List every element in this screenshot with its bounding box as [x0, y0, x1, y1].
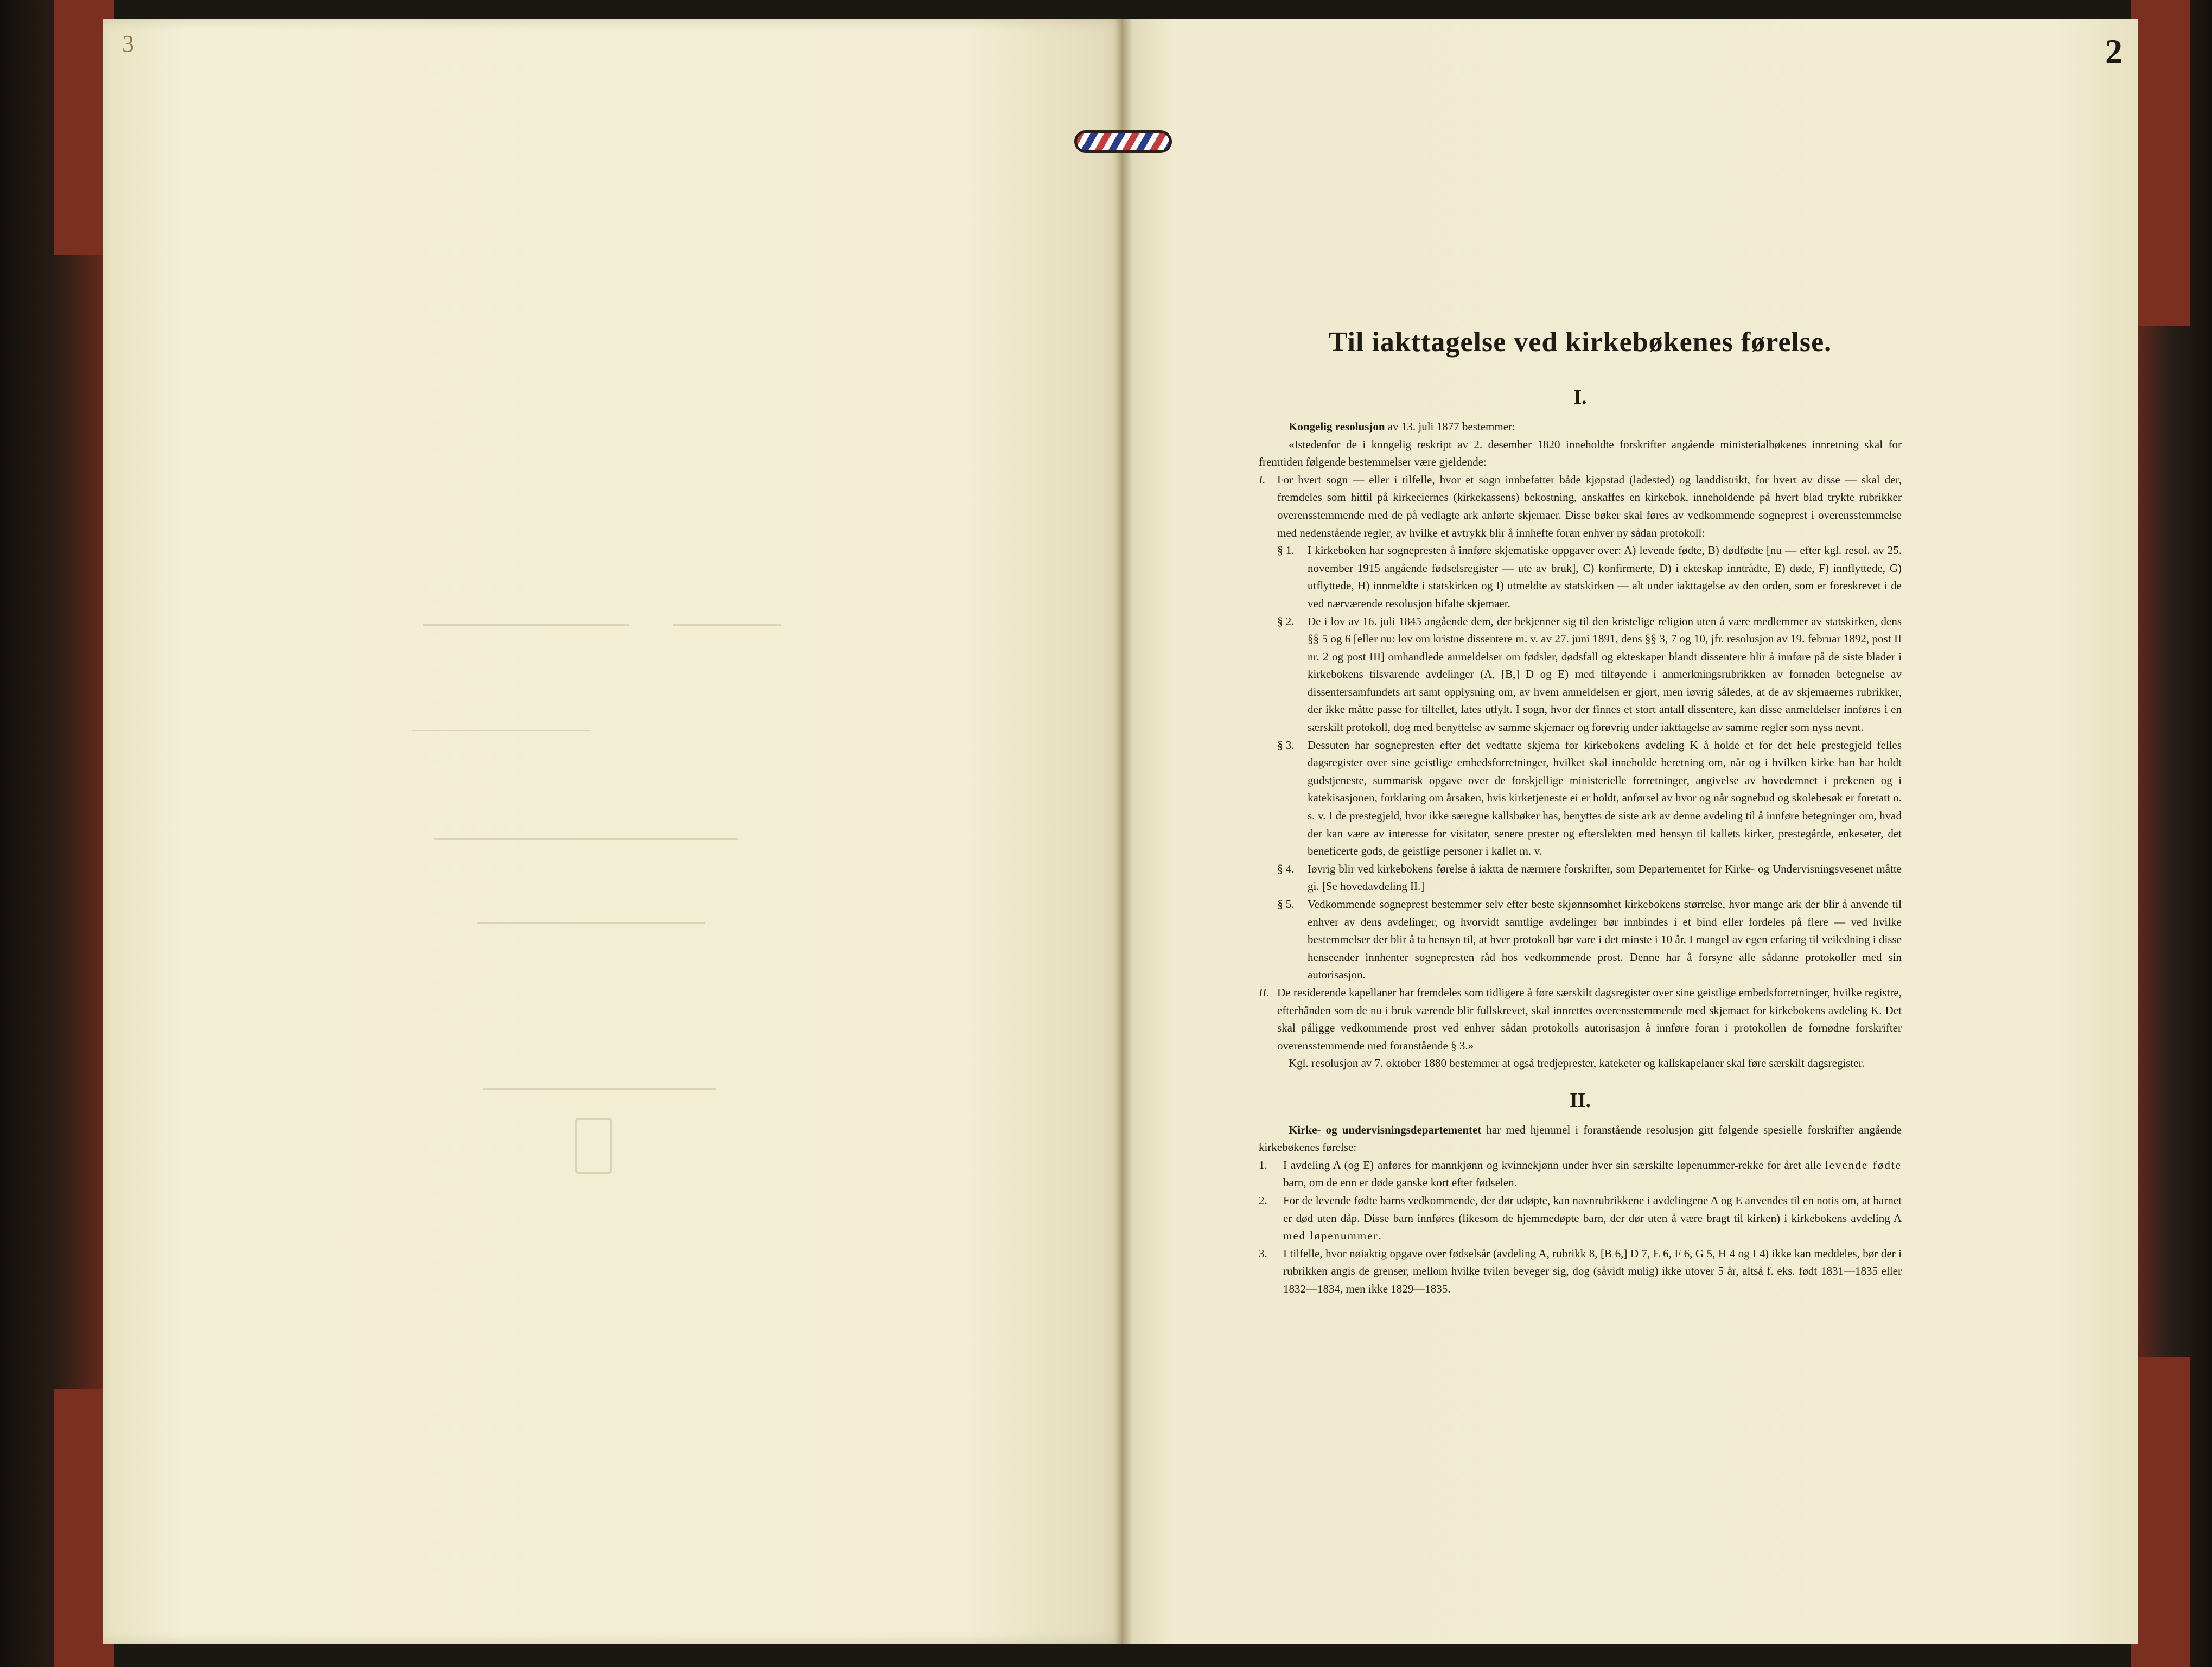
- bleed-through-line: [673, 624, 781, 626]
- intro-bold: Kirke- og undervisningsdepartementet: [1289, 1123, 1482, 1136]
- paragraph-text: Iøvrig blir ved kirkebokens førelse å iaktta de nærmere forskrifter, som Departementet for Kirke- og Undervisningsvesenet måtte gi. [Se hovedavdeling II.]: [1308, 862, 1902, 893]
- binding-thread: [1074, 130, 1172, 153]
- bleed-through-line: [477, 922, 705, 924]
- bleed-through-line: [483, 1088, 716, 1090]
- paragraph-number: § 1.: [1277, 544, 1295, 557]
- paragraph-item: [1277, 895, 1902, 984]
- left-page: [103, 19, 1123, 1644]
- bleed-through-line: [423, 624, 629, 626]
- item-text: For hvert sogn — eller i tilfelle, hvor et sogn innbefatter både kjøpstad (ladested) og landdistrikt, for hvert av disse — skal der, fremdeles som hittil på kirkeeiernes (kirkekassens) bekostning, anskaffes en kirkebok, inneholdende på hvert blad trykte rubrikker overensstemmende med de på vedlagte ark anførte skjemaer. Disse bøker skal føres av vedkommende sogneprest i overensstemmelse med nedenstående regler, av hvilke et avtrykk blir å innhefte foran enhver ny sådan protokoll:: [1277, 473, 1902, 539]
- paragraph-item: [1277, 613, 1902, 736]
- paragraph-number: § 5.: [1277, 898, 1295, 911]
- section-heading-1: I.: [1573, 386, 1587, 409]
- section-intro: [1259, 418, 1902, 436]
- item-number: I.: [1259, 473, 1266, 486]
- item-text: De residerende kapellaner har fremdeles som tidligere å føre særskilt dagsregister over sine geistlige embedsforretninger, hvilke registre, efterhånden som de nu i bruk værende blir fullskrevet, skal innrettes overensstemmende med skjemaet for kirkebokens avdeling K. Det skal påligge vedkommende prost ved enhver sådan protokolls autorisasjon å innføre foran i protokollen de fornødne forskrifter overensstemmende med foranstående § 3.»: [1277, 985, 1902, 1052]
- item-text-part: barn, om de enn er døde ganske kort efter fødselen.: [1283, 1176, 1517, 1189]
- cover-corner-bottom-right: [2131, 1357, 2190, 1667]
- item-number: II.: [1259, 985, 1270, 999]
- item-text-part: I tilfelle, hvor nøiaktig opgave over fødselsår (avdeling A, rubrikk 8, [B 6,] D 7, E 6, F 6, G 5, H 4 og I 4) ikke kan meddeles, bør der i rubrikken angis de grenser, mellom hvilke tvilen beveger sig, dog (såvidt mulig) ikke utover 5 år, altså f. eks. født 1831—1835 eller 1832—1834, men ikke 1829—1835.: [1283, 1246, 1902, 1295]
- paragraph-number: § 2.: [1277, 614, 1295, 628]
- paragraph-number: § 4.: [1277, 862, 1295, 875]
- intro-rest: har med hjemmel i foranstående resolusjon gitt følgende spesielle forskrifter angående kirkebøkenes førelse:: [1259, 1123, 1902, 1154]
- item-text: [1283, 1156, 1902, 1192]
- paragraph-text: Dessuten har sognepresten efter det vedtatte skjema for kirkebokens avdeling K å holde et for det hele prestegjeld felles dagsregister over sine geistlige embedsforretninger, hvilket skal inneholde beretning om, når og i hvilken kirke han har holdt gudstjeneste, summarisk opgave over de forskjellige ministerielle forretninger, angivelse av hovedemnet i prekenen og i katekisasjonen, forklaring om årsaken, hvis kirketjeneste ei er holdt, anførsel av hvor og når sognebud og skolebesøk er foretatt o. s. v. I de prestegjeld, hvor ikke særegne kallsbøker has, benyttes de siste ark av denne avdeling til å innføre betegninger om, hvad der kan være av interesse for visitator, senere prester og efterslekten med hensyn til kallets kirker, prestegårde, enkeseter, det beneficerte gods, de geistlige personer i kallet m. v.: [1308, 738, 1902, 858]
- page-number-right: 2: [2105, 32, 2122, 71]
- paragraph-text: I kirkeboken har sognepresten å innføre skjematiske oppgaver over: A) levende fødte, B) dødfødte [nu — efter kgl. resol. av 25. november 1915 angående fødselsregister — ute av bruk], C) konfirmerte, D) i ekteskap inntrådte, E) døde, F) innflyttede, G) utflyttede, H) innmeldte i statskirken og I) utmeldte av statskirken — alt under iakttagelse av den orden, som er foreskrevet i de ved nærværende resolusjon bifalte skjemaer.: [1308, 544, 1902, 610]
- roman-item: [1259, 984, 1902, 1054]
- item-text-part: I avdeling A (og E) anføres for mannkjønn og kvinnekjønn under hver sin særskilte løpenummer-rekke for året alle: [1283, 1158, 1825, 1172]
- item-text-part: .: [1378, 1229, 1381, 1243]
- item-number: 1.: [1259, 1158, 1267, 1172]
- page-number-left: 3: [122, 30, 134, 57]
- numbered-item: [1259, 1156, 1902, 1192]
- item-text: [1283, 1192, 1902, 1245]
- intro-rest: av 13. juli 1877 bestemmer:: [1385, 419, 1515, 433]
- roman-item: [1259, 471, 1902, 542]
- section-heading-2: II.: [1569, 1089, 1591, 1112]
- book-gutter: [1115, 19, 1132, 1644]
- item-text-emphasis: med løpenummer: [1283, 1229, 1379, 1243]
- item-text: [1283, 1245, 1902, 1298]
- closing-paragraph: Kgl. resolusjon av 7. oktober 1880 bestemmer at også tredjeprester, kateketer og kallskapelaner skal føre særskilt dagsregister.: [1289, 1057, 1865, 1070]
- section-intro: [1259, 1121, 1902, 1156]
- bleed-through-line: [434, 838, 738, 840]
- intro-bold: Kongelig resolusjon: [1289, 419, 1385, 433]
- item-number: 2.: [1259, 1193, 1267, 1207]
- numbered-item: [1259, 1192, 1902, 1245]
- paragraph-number: § 3.: [1277, 738, 1295, 752]
- numbered-item: [1259, 1245, 1902, 1298]
- paragraph-text: Vedkommende sogneprest bestemmer selv efter beste skjønnsomhet kirkebokens størrelse, hvor mange ark der blir å anvende til enhver av dens avdelinger, og hvorvidt samtlige avdelinger bør innbindes i et bind eller fordeles på flere — ved hvilke bestemmelser der blir å ta hensyn til, at hver protokoll bør vare i det minste i 10 år. I mangel av egen erfaring til veiledning i disse henseender innhenter sognepresten råd hos vedkommende prost. Denne har å forsyne alle sådanne protokoller med sin autorisasjon.: [1308, 898, 1902, 982]
- bleed-through-line: [412, 730, 591, 731]
- paragraph-item: [1277, 860, 1902, 895]
- cover-corner-top-right: [2131, 0, 2190, 326]
- paragraph-text: De i lov av 16. juli 1845 angående dem, der bekjenner sig til den kristelige religion uten å være medlemmer av statskirken, dens §§ 5 og 6 [eller nu: lov om kristne dissentere m. v. av 27. juni 1891, dens §§ 3, 7 og 10, jfr. resolusjon av 19. februar 1892, post II nr. 2 og post III] omhandlede anmeldelser om fødsler, dødsfall og ekteskaper blandt dissentere blir å innføre på de siste blader i kirkebokens tilsvarende avdelinger (A, [B,] D og E) med tilføyende i anmerkningsrubrikken av fornøden betegnelse av dissentersamfundets art samt opplysning om, av hvem anmeldelsen er gjort, men iøvrig således, at de av skjemaernes rubrikker, der ikke måtte passe for tilfellet, lates utfylt. I sogn, hvor der finnes et stort antall dissentere, kan disse anmeldelser innføres i en særskilt protokoll, dog med benyttelse av samme skjemaer og forøvrig under iakttagelse av samme regler som nyss nevnt.: [1308, 614, 1902, 734]
- regulation-text: [1259, 326, 1902, 1297]
- resolution-quote: «Istedenfor de i kongelig reskript av 2. desember 1820 inneholdte forskrifter angående ministerialbøkenes innretning skal for fremtiden følgende bestemmelser være gjeldende:: [1259, 437, 1902, 469]
- item-text-emphasis: levende fødte: [1825, 1158, 1902, 1172]
- document-title: Til iakttagelse ved kirkebøkenes førelse.: [1328, 327, 1832, 358]
- item-number: 3.: [1259, 1246, 1267, 1260]
- paragraph-item: [1277, 736, 1902, 860]
- bleed-through-stamp: [575, 1118, 612, 1174]
- item-text-part: For de levende fødte barns vedkommende, der dør udøpte, kan navnrubrikkene i avdelingene A og E anvendes til en notis om, at barnet er død uten dåp. Disse barn innføres (likesom de hjemmedøpte barn, der dør uten å være bragt til kirken) i kirkebokens avdeling A: [1283, 1193, 1902, 1225]
- paragraph-item: [1277, 542, 1902, 612]
